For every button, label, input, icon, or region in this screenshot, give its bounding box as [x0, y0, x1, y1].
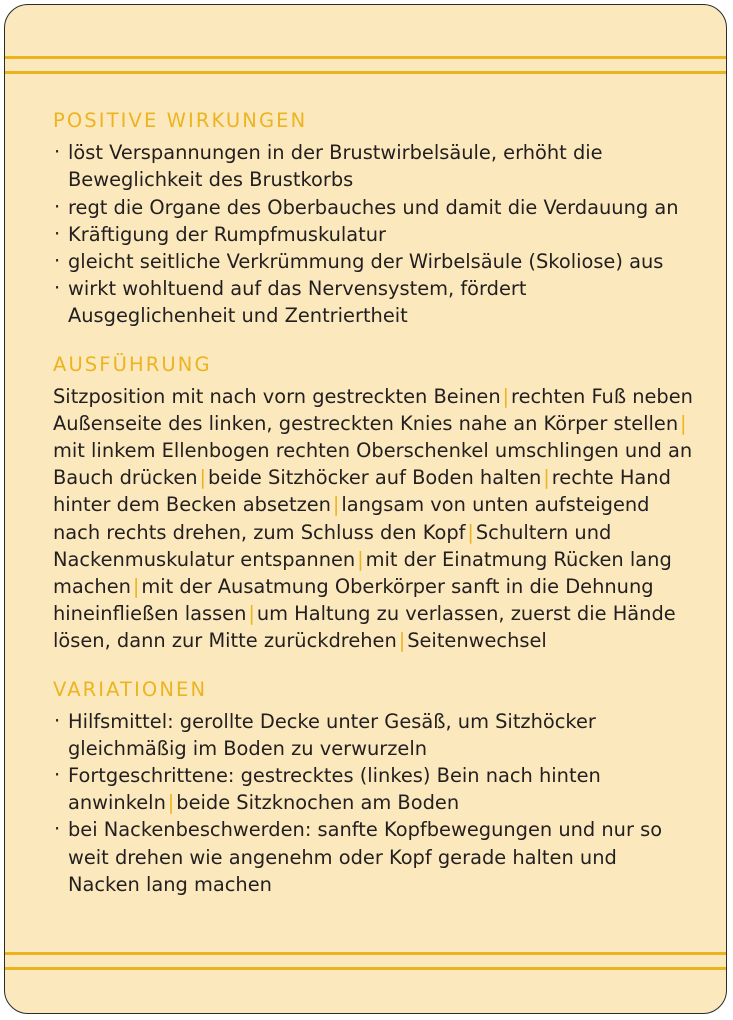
segment-separator: |	[130, 574, 142, 598]
paragraph-segment: rechte Hand hinter dem Becken absetzen	[53, 466, 671, 517]
list-item-segment: Hilfsmittel: gerollte Decke unter Gesäß, um Sitzhöcker gleichmäßig im Boden zu verwurzeln	[68, 710, 596, 761]
section-heading-variationen: VARIATIONEN	[53, 677, 208, 701]
section-heading-ausfuehrung: AUSFÜHRUNG	[53, 352, 212, 376]
segment-separator: |	[678, 412, 689, 436]
positive-wirkungen-list	[53, 139, 693, 328]
list-item: · löst Verspannungen in der Brustwirbelsäule, erhöht die Beweglichkeit des Brustkorbs	[53, 139, 693, 193]
paragraph-segment: rechten Fuß neben Außenseite des linken, gestreckten Knies nahe an Körper stellen	[53, 385, 693, 436]
segment-separator: |	[197, 466, 208, 490]
card-content	[53, 109, 693, 898]
bottom-rule-2	[5, 967, 726, 970]
paragraph-segment: Seitenwechsel	[407, 628, 547, 652]
list-item	[53, 816, 693, 897]
top-rule-2	[5, 71, 726, 74]
paragraph-segment: mit linkem Ellenbogen rechten Oberschenkel umschlingen und an Bauch drücken	[53, 439, 693, 490]
list-item: · regt die Organe des Oberbauches und damit die Verdauung an	[53, 194, 693, 221]
paragraph-segment: beide Sitzhöcker auf Boden halten	[207, 466, 542, 490]
segment-separator: |	[465, 520, 476, 544]
section-heading-positive-wirkungen: POSITIVE WIRKUNGEN	[53, 109, 308, 132]
section-positive-wirkungen	[53, 109, 693, 329]
segment-separator: |	[165, 791, 177, 815]
bottom-rule-1	[5, 952, 726, 955]
list-item: · Kräftigung der Rumpfmuskulatur	[53, 221, 693, 248]
list-item-segment: beide Sitzknochen am Boden	[176, 791, 460, 815]
section-variationen	[53, 678, 693, 898]
variationen-list	[53, 708, 693, 897]
ausfuehrung-paragraph	[53, 383, 693, 654]
list-item: · wirkt wohltuend auf das Nervensystem, fördert Ausgeglichenheit und Zentriertheit	[53, 275, 693, 329]
segment-separator: |	[330, 493, 342, 517]
paragraph-segment: langsam von unten aufsteigend nach rechts drehen, zum Schluss den Kopf	[53, 493, 650, 544]
segment-separator: |	[500, 385, 512, 409]
list-item	[53, 708, 693, 762]
paragraph-segment: mit der Einatmung Rücken lang machen	[53, 547, 672, 598]
list-item: · gleicht seitliche Verkrümmung der Wirbelsäule (Skoliose) aus	[53, 248, 693, 275]
paragraph-segment: um Haltung zu verlassen, zuerst die Hände lösen, dann zur Mitte zurückdrehen	[53, 601, 676, 652]
list-item	[53, 762, 693, 816]
list-item-segment: Fortgeschrittene: gestrecktes (linkes) Bein nach hinten anwinkeln	[68, 764, 601, 815]
paragraph-segment: Sitzposition mit nach vorn gestreckten Beinen	[53, 385, 501, 409]
list-item-segment: bei Nackenbeschwerden: sanfte Kopfbewegungen und nur so weit drehen wie angenehm oder Kopf gerade halten und Nacken lang machen	[68, 818, 663, 896]
segment-separator: |	[541, 466, 552, 490]
top-rule-1	[5, 56, 726, 59]
segment-separator: |	[246, 601, 257, 625]
section-ausfuehrung	[53, 353, 693, 654]
paragraph-segment: mit der Ausatmung Oberkörper sanft in die Dehnung hineinfließen lassen	[53, 574, 654, 625]
paragraph-segment: Schultern und Nackenmuskulatur entspannen	[53, 520, 612, 571]
segment-separator: |	[396, 628, 408, 652]
exercise-card	[4, 4, 727, 1014]
segment-separator: |	[355, 547, 366, 571]
